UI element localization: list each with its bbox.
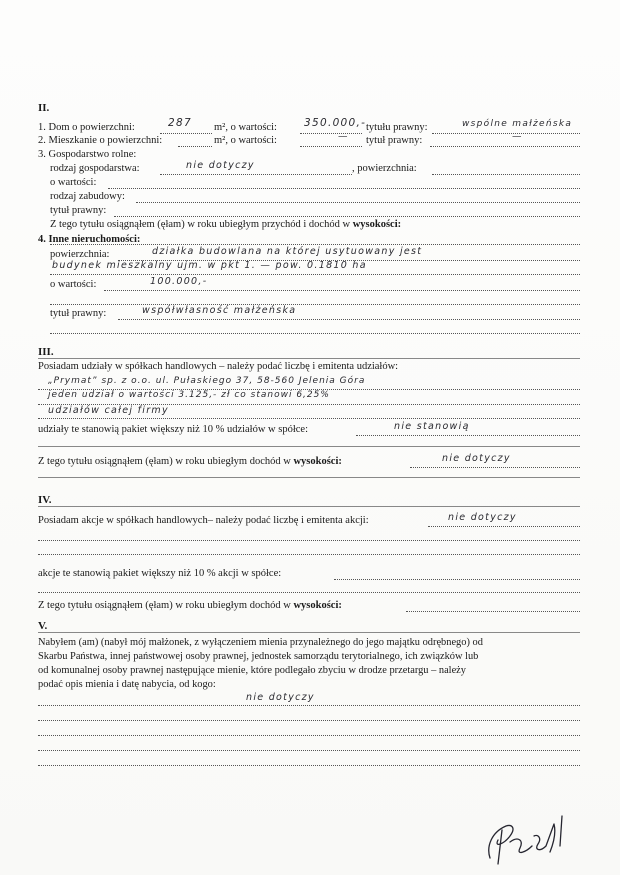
other-property-label: 4. Inne nieruchomości:	[38, 234, 141, 245]
house-value-amount: 350.000,-	[304, 117, 367, 129]
stock-income-field	[406, 611, 580, 612]
other-title-field	[118, 319, 580, 320]
farm-income-text: Z tego tytułu osiągnąłem (ęłam) w roku ubiegłym przychód i dochód w	[50, 219, 351, 230]
other-area-label: powierzchnia:	[50, 249, 110, 260]
farm-income-bold: wysokości:	[352, 219, 402, 230]
shares-income-rule	[38, 477, 580, 478]
apartment-value-label: m², o wartości:	[214, 135, 277, 146]
shares-hw-line2: jeden udział o wartości 3.125,- zł co stanowi 6,25%	[48, 390, 330, 400]
section-iv-rule	[38, 506, 580, 507]
farm-income-label	[50, 219, 401, 231]
apartment-title-dash: —	[512, 131, 523, 142]
house-value-field	[300, 133, 362, 134]
stock-line1-field	[38, 540, 580, 541]
shares-income-label	[38, 456, 342, 468]
apartment-area-label: 2. Mieszkanie o powierzchni:	[38, 135, 163, 146]
farm-title-field	[114, 216, 580, 217]
other-value-amount: 100.000,-	[150, 276, 208, 287]
other-value-field	[104, 290, 580, 291]
house-area-field	[160, 133, 212, 134]
acquisition-line1: Nabyłem (am) (nabył mój małżonek, z wyłączeniem mienia przynależnego do jego majątku odrębnego) od	[38, 637, 483, 648]
acquisition-field-3	[38, 735, 580, 736]
farm-label: 3. Gospodarstwo rolne:	[38, 149, 137, 160]
farm-title-label: tytuł prawny:	[50, 205, 107, 216]
acquisition-line3: od komunalnej osoby prawnej następujące mienie, które podlegało zbyciu w drodze przetargu – należy	[38, 665, 466, 676]
section-iii-numeral: III.	[38, 346, 54, 358]
shares-intro: Posiadam udziały w spółkach handlowych – należy podać liczbę i emitenta udziałów:	[38, 361, 399, 372]
acquisition-line4: podać opis mienia i datę nabycia, od kogo:	[38, 679, 216, 690]
house-title-value: wspólne małżeńska	[462, 119, 573, 129]
shares-rule	[38, 446, 580, 447]
acquisition-field-1	[38, 705, 580, 706]
farm-area-field	[432, 174, 580, 175]
apartment-title-label: tytuł prawny:	[366, 135, 423, 146]
shares-income-field	[410, 467, 580, 468]
farm-value-field	[108, 188, 580, 189]
shares-income-bold: wysokości:	[293, 456, 342, 467]
stock-line2-field	[38, 554, 580, 555]
farm-area-label: , powierzchnia:	[352, 163, 417, 174]
farm-buildings-label: rodzaj zabudowy:	[50, 191, 125, 202]
house-value-label: m², o wartości:	[214, 122, 277, 133]
apartment-area-field	[178, 146, 212, 147]
farm-type-field	[160, 174, 352, 175]
section-iii-rule	[38, 358, 580, 359]
other-title-value: współwłasność małżeńska	[142, 305, 297, 316]
shares-hw-line3: udziałów całej firmy	[48, 405, 169, 416]
stock-income-bold: wysokości:	[293, 600, 342, 611]
section-v-numeral: V.	[38, 620, 48, 632]
house-area-value: 287	[168, 117, 192, 129]
apartment-value-field	[300, 146, 362, 147]
apartment-title-field	[430, 146, 580, 147]
house-area-label: 1. Dom o powierzchni:	[38, 122, 135, 133]
apartment-value-dash: —	[338, 131, 349, 142]
acquisition-field-5	[38, 765, 580, 766]
stock-intro-answer: nie dotyczy	[448, 512, 517, 523]
house-title-field	[432, 133, 580, 134]
other-desc-field	[50, 274, 580, 275]
section-ii-numeral: II.	[38, 102, 50, 114]
house-title-label: tytułu prawny:	[366, 122, 428, 133]
shares-income-answer: nie dotyczy	[442, 453, 511, 464]
acquisition-line2: Skarbu Państwa, innej państwowej osoby prawnej, jednostek samorządu terytorialnego, ich związków lub	[38, 651, 479, 662]
other-extra-field	[50, 304, 580, 305]
other-value-label: o wartości:	[50, 279, 97, 290]
acquisition-field-4	[38, 750, 580, 751]
other-desc-line1: działka budowlana na której usytuowany jest	[152, 246, 423, 257]
section-iv-numeral: IV.	[38, 494, 52, 506]
shares-line3-field	[38, 418, 580, 419]
farm-type-value: nie dotyczy	[186, 160, 255, 171]
acquisition-field-2	[38, 720, 580, 721]
stock-intro: Posiadam akcje w spółkach handlowych– należy podać liczbę i emitenta akcji:	[38, 515, 369, 526]
signature-mark	[476, 806, 586, 870]
other-desc-line2: budynek mieszkalny ujm. w pkt 1. — pow. 0.1810 ha	[52, 260, 367, 271]
farm-type-label: rodzaj gospodarstwa:	[50, 163, 140, 174]
stock-income-text: Z tego tytułu osiągnąłem (ęłam) w roku ubiegłym dochód w	[38, 600, 291, 611]
stock-income-label	[38, 600, 342, 612]
farm-value-label: o wartości:	[50, 177, 97, 188]
other-title-label: tytuł prawny:	[50, 308, 107, 319]
section-v-rule	[38, 632, 580, 633]
stock-pakiet-field	[334, 579, 580, 580]
farm-buildings-field	[136, 202, 580, 203]
acquisition-answer: nie dotyczy	[246, 692, 315, 703]
shares-pakiet-label: udziały te stanowią pakiet większy niż 10 % udziałów w spółce:	[38, 424, 309, 435]
stock-extra-field	[38, 592, 580, 593]
shares-pakiet-field	[356, 435, 580, 436]
shares-income-text: Z tego tytułu osiągnąłem (ęłam) w roku ubiegłym dochód w	[38, 456, 291, 467]
other-title-extra-field	[50, 333, 580, 334]
shares-hw-line1: „Prymat” sp. z o.o. ul. Pułaskiego 37, 58-560 Jelenia Góra	[48, 376, 366, 386]
stock-intro-field	[428, 526, 580, 527]
shares-pakiet-answer: nie stanowią	[394, 421, 470, 432]
stock-pakiet-label: akcje te stanowią pakiet większy niż 10 % akcji w spółce:	[38, 568, 282, 579]
